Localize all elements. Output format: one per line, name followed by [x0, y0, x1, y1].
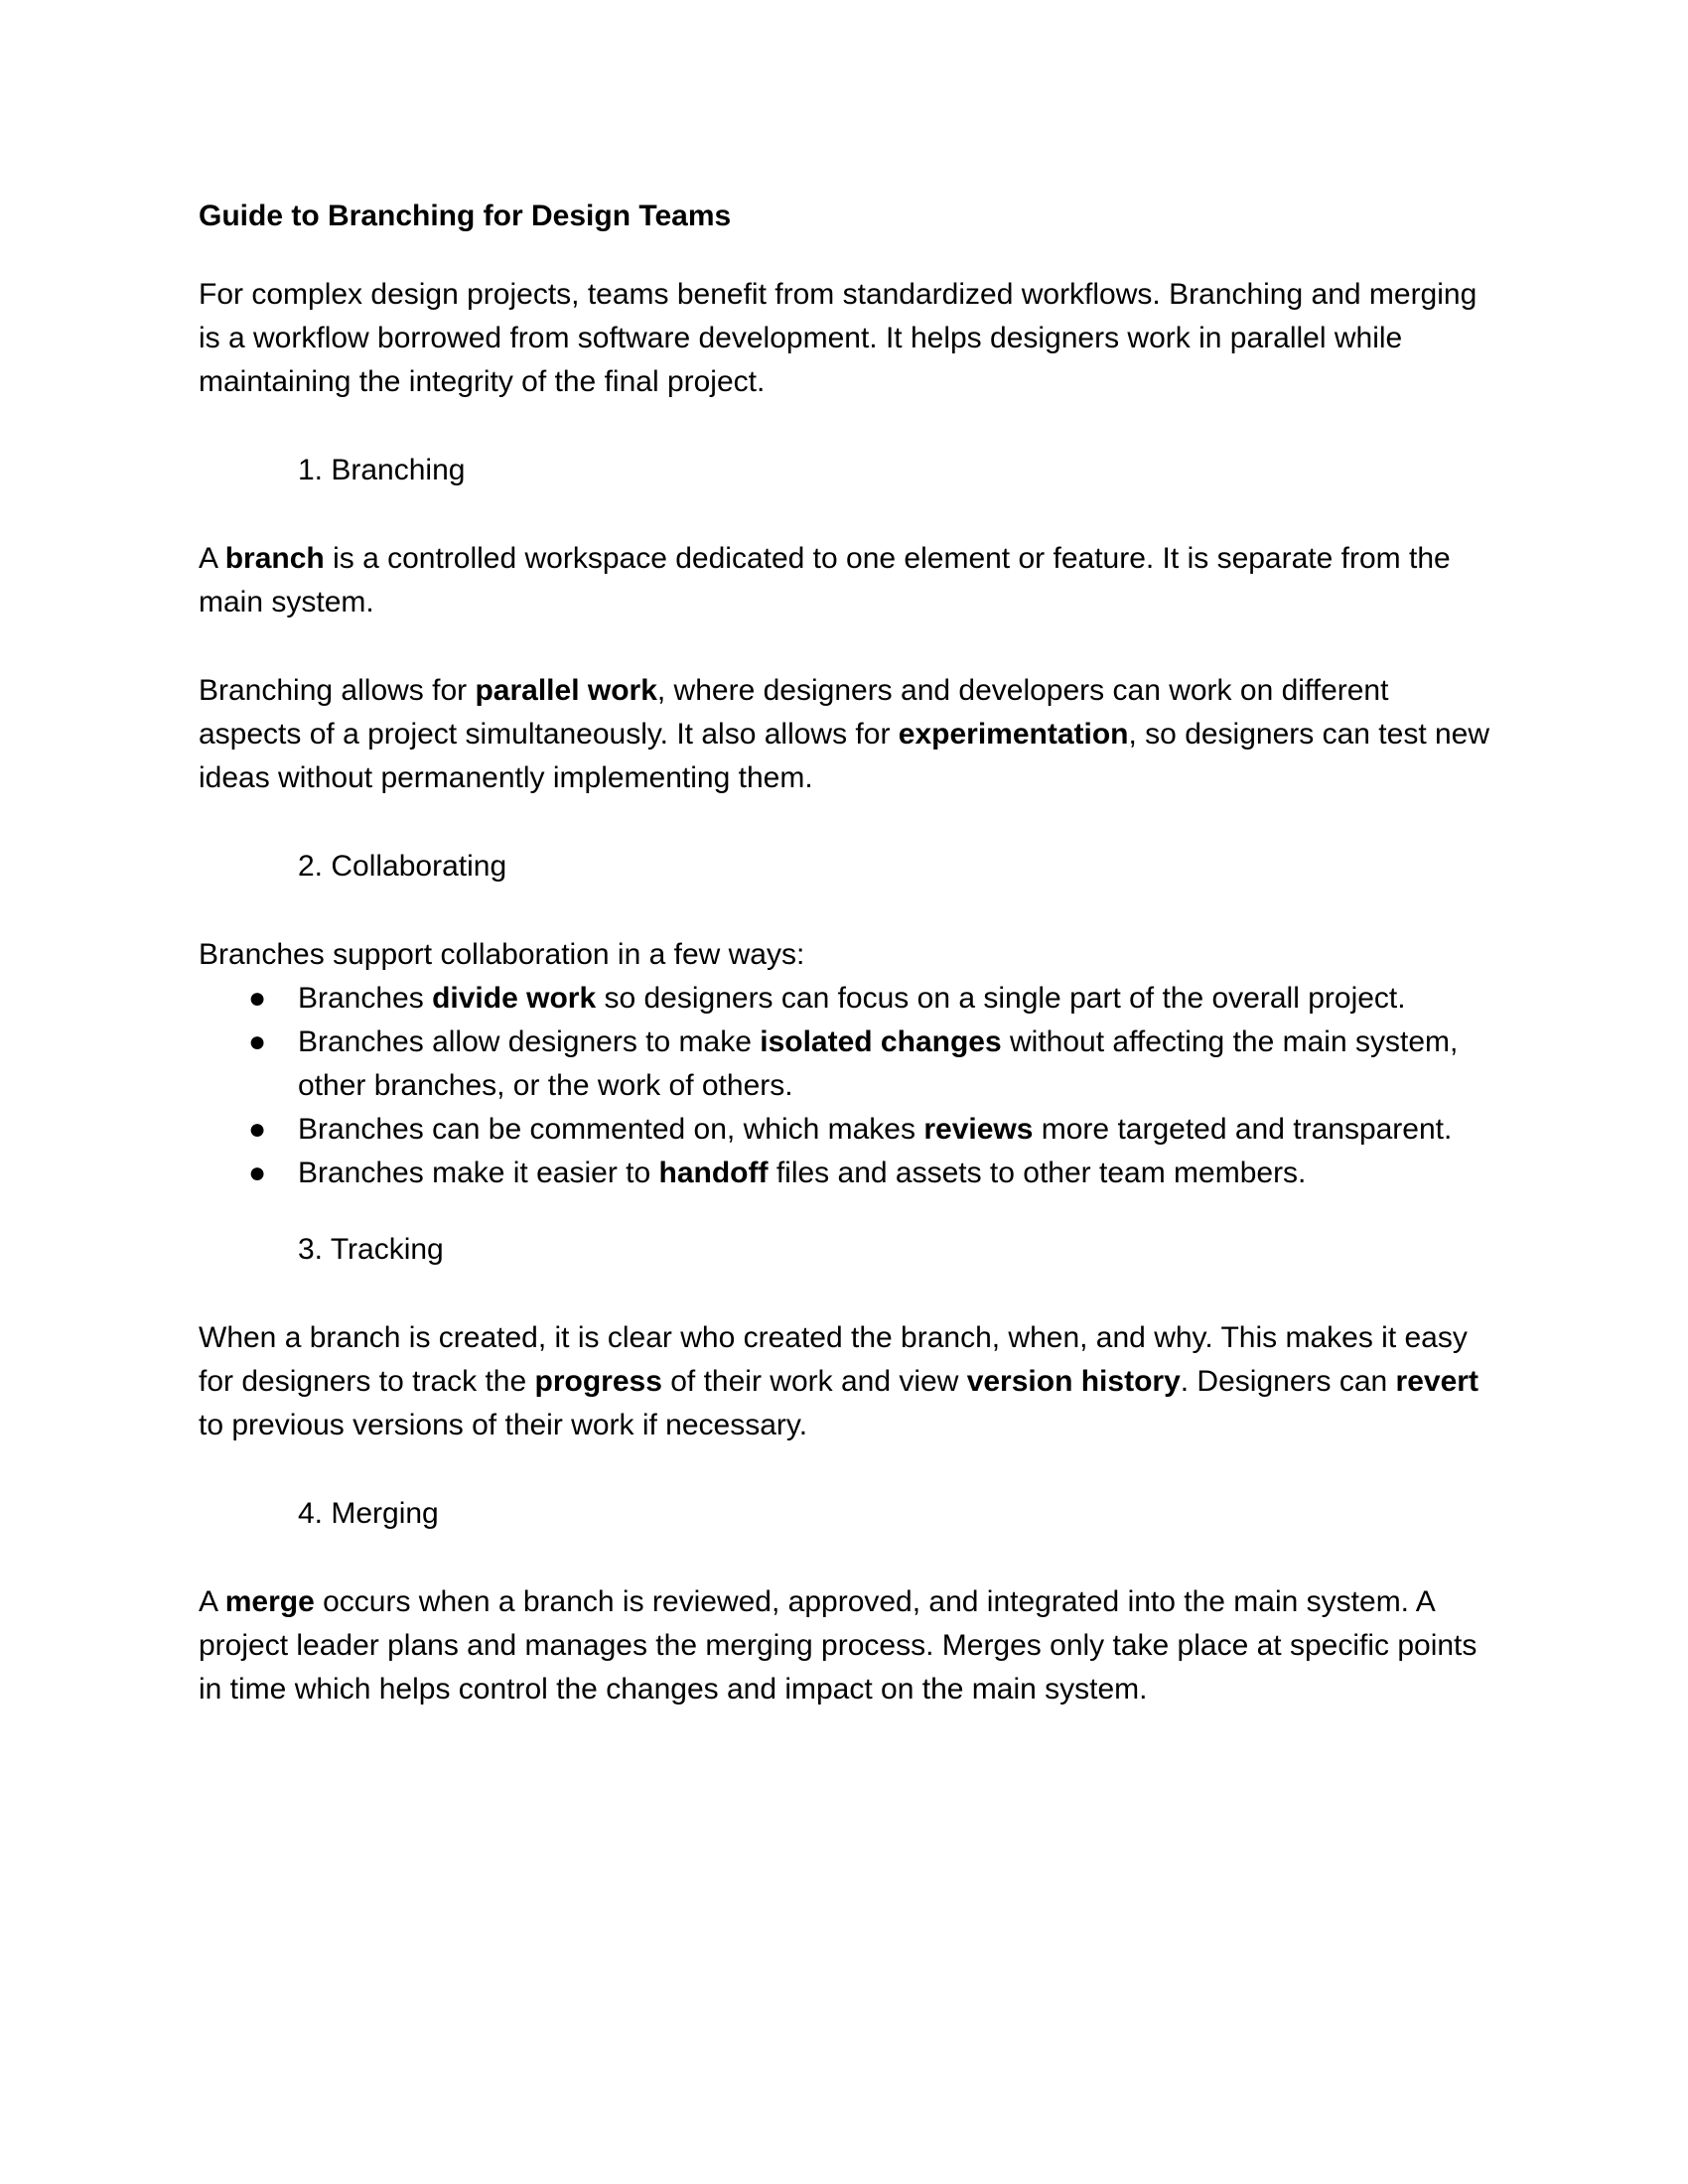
document-title: Guide to Branching for Design Teams — [199, 200, 732, 232]
term-progress: progress — [534, 1365, 662, 1398]
term-isolated-changes: isolated changes — [760, 1025, 1002, 1058]
list-item: ● Branches make it easier to handoff files and assets to other team members. — [199, 1152, 1499, 1195]
collaboration-intro: Branches support collaboration in a few ways: — [199, 938, 805, 971]
bullet-icon: ● — [248, 1025, 267, 1058]
intro-paragraph: For complex design projects, teams benefit from standardized workflows. Branching and merging is a workflow borrowed from software development. It helps designers work in parallel while maintaining the integrity of the final project. — [199, 278, 1477, 398]
branching-benefits-paragraph: Branching allows for parallel work, where designers and developers can work on different aspects of a project simultaneously. It also allows for experimentation, so designers can test new ideas without permanently implementing them. — [199, 674, 1490, 794]
branch-definition-paragraph: A branch is a controlled workspace dedicated to one element or feature. It is separate from the main system. — [199, 542, 1451, 618]
section-heading-branching: 1. Branching — [298, 454, 466, 486]
section-heading-merging: 4. Merging — [298, 1497, 439, 1530]
term-revert: revert — [1395, 1365, 1478, 1398]
term-divide-work: divide work — [432, 982, 597, 1015]
section-heading-tracking: 3. Tracking — [298, 1233, 444, 1266]
bullet-icon: ● — [248, 1113, 267, 1146]
term-handoff: handoff — [658, 1157, 769, 1189]
list-item: ● Branches allow designers to make isolated changes without affecting the main system, other branches, or the work of others. — [199, 1021, 1499, 1108]
term-branch: branch — [224, 542, 325, 575]
list-item: ● Branches divide work so designers can focus on a single part of the overall project. — [199, 977, 1499, 1021]
document-page — [199, 195, 1499, 1756]
collaboration-list — [199, 977, 1499, 1195]
term-version-history: version history — [966, 1365, 1181, 1398]
list-item: ● Branches can be commented on, which makes reviews more targeted and transparent. — [199, 1108, 1499, 1152]
merging-paragraph: A merge occurs when a branch is reviewed, approved, and integrated into the main system. A project leader plans and manages the merging process. Merges only take place at specific points in time which helps control the changes and impact on the main system. — [199, 1585, 1477, 1706]
tracking-paragraph: When a branch is created, it is clear who created the branch, when, and why. This makes it easy for designers to track the progress of their work and view version history. Designers can revert to previous versions of their work if necessary. — [199, 1321, 1478, 1441]
bullet-icon: ● — [248, 1157, 267, 1189]
term-reviews: reviews — [923, 1113, 1034, 1146]
term-experimentation: experimentation — [898, 718, 1129, 751]
term-parallel-work: parallel work — [475, 674, 657, 707]
term-merge: merge — [224, 1585, 315, 1618]
bullet-icon: ● — [248, 982, 267, 1015]
section-heading-collaborating: 2. Collaborating — [298, 850, 507, 883]
